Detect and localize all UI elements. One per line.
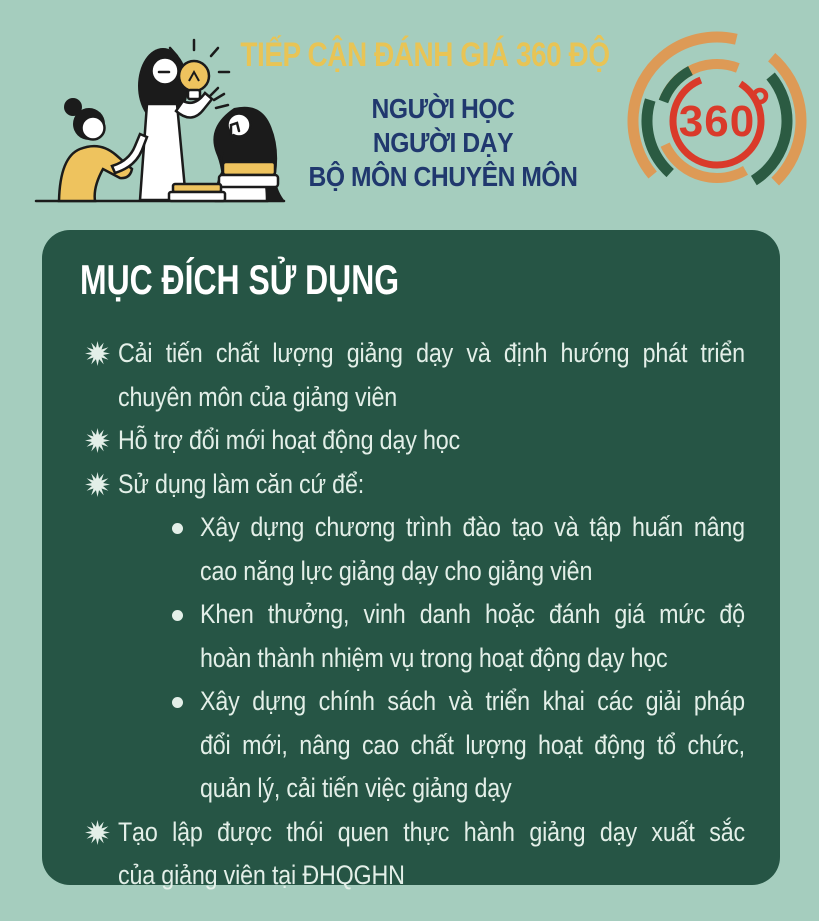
item-line: Tạo lập được thói quen thực hành giảng dạy xuất sắc xyxy=(118,816,745,847)
item-line: Cải tiến chất lượng giảng dạy và định hướng phát triển xyxy=(118,338,745,368)
purpose-card xyxy=(42,230,780,890)
subtitle-nguoi-day: NGƯỜI DẠY xyxy=(372,127,514,158)
list-item xyxy=(42,419,745,463)
star-bullet-icon xyxy=(85,332,118,366)
dot-bullet-icon xyxy=(168,593,200,621)
card-title: MỤC ĐÍCH SỬ DỤNG xyxy=(80,256,400,303)
badge-degree-dot xyxy=(754,90,766,102)
list-item xyxy=(42,593,745,680)
star-bullet-icon xyxy=(85,811,118,845)
subtitle-list xyxy=(267,92,619,194)
item-line: cao năng lực giảng dạy cho giảng viên xyxy=(200,555,593,586)
subtitle-nguoi-hoc: NGƯỜI HỌC xyxy=(371,93,515,124)
list-item xyxy=(42,463,745,507)
item-line: quản lý, cải tiến việc giảng dạy xyxy=(200,773,512,803)
purpose-list xyxy=(42,332,780,898)
item-line: Sử dụng làm căn cứ để: xyxy=(118,468,365,499)
badge-360-icon xyxy=(626,30,808,212)
badge-360-number: 360 xyxy=(678,97,756,146)
list-item xyxy=(42,506,745,593)
page-title: TIẾP CẬN ĐÁNH GIÁ 360 ĐỘ xyxy=(240,36,610,74)
books-icon xyxy=(169,184,225,201)
item-line: Khen thưởng, vinh danh hoặc đánh giá mức độ xyxy=(200,599,745,629)
star-bullet-icon xyxy=(85,419,118,453)
header xyxy=(0,0,819,230)
item-line: Xây dựng chương trình đào tạo và tập huấn nâng xyxy=(200,512,745,542)
item-line: Xây dựng chính sách và triển khai các giải pháp xyxy=(200,686,745,716)
subtitle-bo-mon: BỘ MÔN CHUYÊN MÔN xyxy=(308,161,578,192)
person-left xyxy=(59,98,147,201)
item-line: của giảng viên tại ĐHQGHN xyxy=(118,860,405,890)
item-line: chuyên môn của giảng viên xyxy=(118,381,398,412)
list-item xyxy=(42,811,745,898)
list-item xyxy=(42,332,745,419)
list-item xyxy=(42,680,745,811)
star-bullet-icon xyxy=(85,463,118,497)
dot-bullet-icon xyxy=(168,506,200,534)
dot-bullet-icon xyxy=(168,680,200,708)
item-line: hoàn thành nhiệm vụ trong hoạt động dạy học xyxy=(200,642,668,673)
item-line: Hỗ trợ đổi mới hoạt động dạy học xyxy=(118,425,460,455)
item-line: đổi mới, nâng cao chất lượng hoạt động tổ chức, xyxy=(200,729,745,760)
